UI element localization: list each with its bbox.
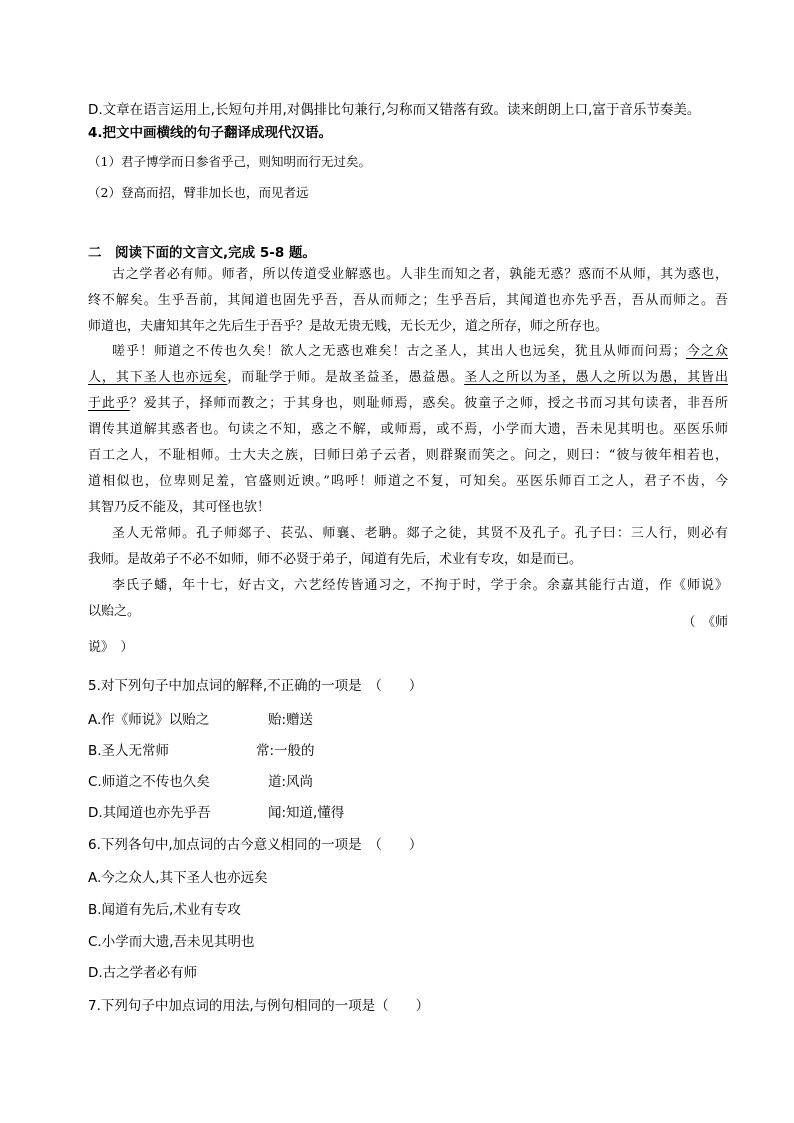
source-citation-close: 说》 ） xyxy=(88,640,134,655)
q4-item-2: （2）登高而招，臂非加长也，而见者远 xyxy=(88,185,309,200)
source-citation-open: （ 《师 xyxy=(682,615,728,630)
passage-p2-line-6: 道相似也，位卑则足羞，官盛则近谀。”呜呼！师道之不复，可知矣。巫医乐师百工之人，君子不齿，今 xyxy=(88,474,728,489)
passage-p4-line-1: 李氏子蟠，年十七，好古文，六艺经传皆通习之，不拘于时，学于余。余嘉其能行古道，作《师说》 xyxy=(112,578,728,593)
passage-p2-line-7: 其智乃反不能及，其可怪也欤！ xyxy=(88,500,271,515)
passage-p3-line-1: 圣人无常师。孔子师郯子、苌弘、师襄、老聃。郯子之徒，其贤不及孔子。孔子曰：三人行，则必有 xyxy=(112,526,728,541)
passage-p2-line-2 xyxy=(88,369,728,387)
underlined-sentence-1: 人，其下圣人也亦远矣 xyxy=(88,370,228,385)
passage-p3-line-2: 我师。是故弟子不必不如师，师不必贤于弟子，闻道有先后，术业有专攻，如是而已。 xyxy=(88,552,583,567)
q5-option-c: C.师道之不传也久矣 道:风尚 xyxy=(88,774,314,790)
passage-p2-line-1 xyxy=(112,343,728,361)
q6-option-b: B.闻道有先后,术业有专攻 xyxy=(88,902,241,918)
q6-option-a: A.今之众人,其下圣人也亦远矣 xyxy=(88,870,268,886)
passage-p1-line-2: 终不解矣。生乎吾前，其闻道也固先乎吾，吾从而师之；生乎吾后，其闻道也亦先乎吾，吾从而师之。吾 xyxy=(88,293,728,308)
q6-option-c: C.小学而大遗,吾未见其明也 xyxy=(88,934,255,950)
passage-text: ，而耻学于师。是故圣益圣，愚益愚。 xyxy=(227,370,465,385)
underlined-sentence-1: 今之众 xyxy=(685,344,728,359)
q3-option-d: D.文章在语言运用上,长短句并用,对偶排比句兼行,匀称而又错落有致。读来朗朗上口,富于音乐节奏美。 xyxy=(88,102,701,118)
underlined-sentence-2: 圣人之所以为圣，愚人之所以为愚，其皆出 xyxy=(464,370,728,385)
passage-text: 嗟乎！师道之不传也久矣！欲人之无惑也难矣！古之圣人，其出人也远矣，犹且从师而问焉； xyxy=(112,344,686,359)
q4-stem: 4.把文中画横线的句子翻译成现代汉语。 xyxy=(88,125,333,141)
q6-stem: 6.下列各句中,加点词的古今意义相同的一项是 （ ） xyxy=(88,837,423,853)
q5-option-a: A.作《师说》以贻之 贻:赠送 xyxy=(88,712,314,728)
q5-stem: 5.对下列句子中加点词的解释,不正确的一项是 （ ） xyxy=(88,678,423,694)
passage-p2-line-3 xyxy=(88,395,728,413)
passage-p1-line-3: 师道也，夫庸知其年之先后生于吾乎？是故无贵无贱，无长无少，道之所存，师之所存也。 xyxy=(88,319,609,334)
passage-text: ？爱其子，择师而教之；于其身也，则耻师焉，惑矣。彼童子之师，授之书而习其句读者，非吾所 xyxy=(129,396,728,411)
underlined-sentence-2: 于此乎 xyxy=(88,396,130,411)
passage-p1-line-1: 古之学者必有师。师者，所以传道受业解惑也。人非生而知之者，孰能无惑？惑而不从师，其为惑也， xyxy=(112,267,728,282)
q6-option-d: D.古之学者必有师 xyxy=(88,965,198,981)
passage-p4-line-2: 以贻之。 xyxy=(88,604,141,619)
passage-p2-line-5: 百工之人，不耻相师。士大夫之族，曰师曰弟子云者，则群聚而笑之。问之，则曰：“彼与彼年相若也， xyxy=(88,448,728,463)
section-2-heading: 二 阅读下面的文言文,完成 5-8 题。 xyxy=(88,245,316,261)
q5-option-d: D.其闻道也亦先乎吾 闻:知道,懂得 xyxy=(88,805,345,821)
q4-item-1: （1）君子博学而日参省乎己，则知明而行无过矣。 xyxy=(88,154,371,169)
q7-stem: 7.下列句子中加点词的用法,与例句相同的一项是（ ） xyxy=(88,998,430,1014)
passage-p2-line-4: 谓传其道解其惑者也。句读之不知，惑之不解，或师焉，或不焉，小学而大遗，吾未见其明也。巫医乐师 xyxy=(88,422,728,437)
q5-option-b: B.圣人无常师 常:一般的 xyxy=(88,743,315,759)
